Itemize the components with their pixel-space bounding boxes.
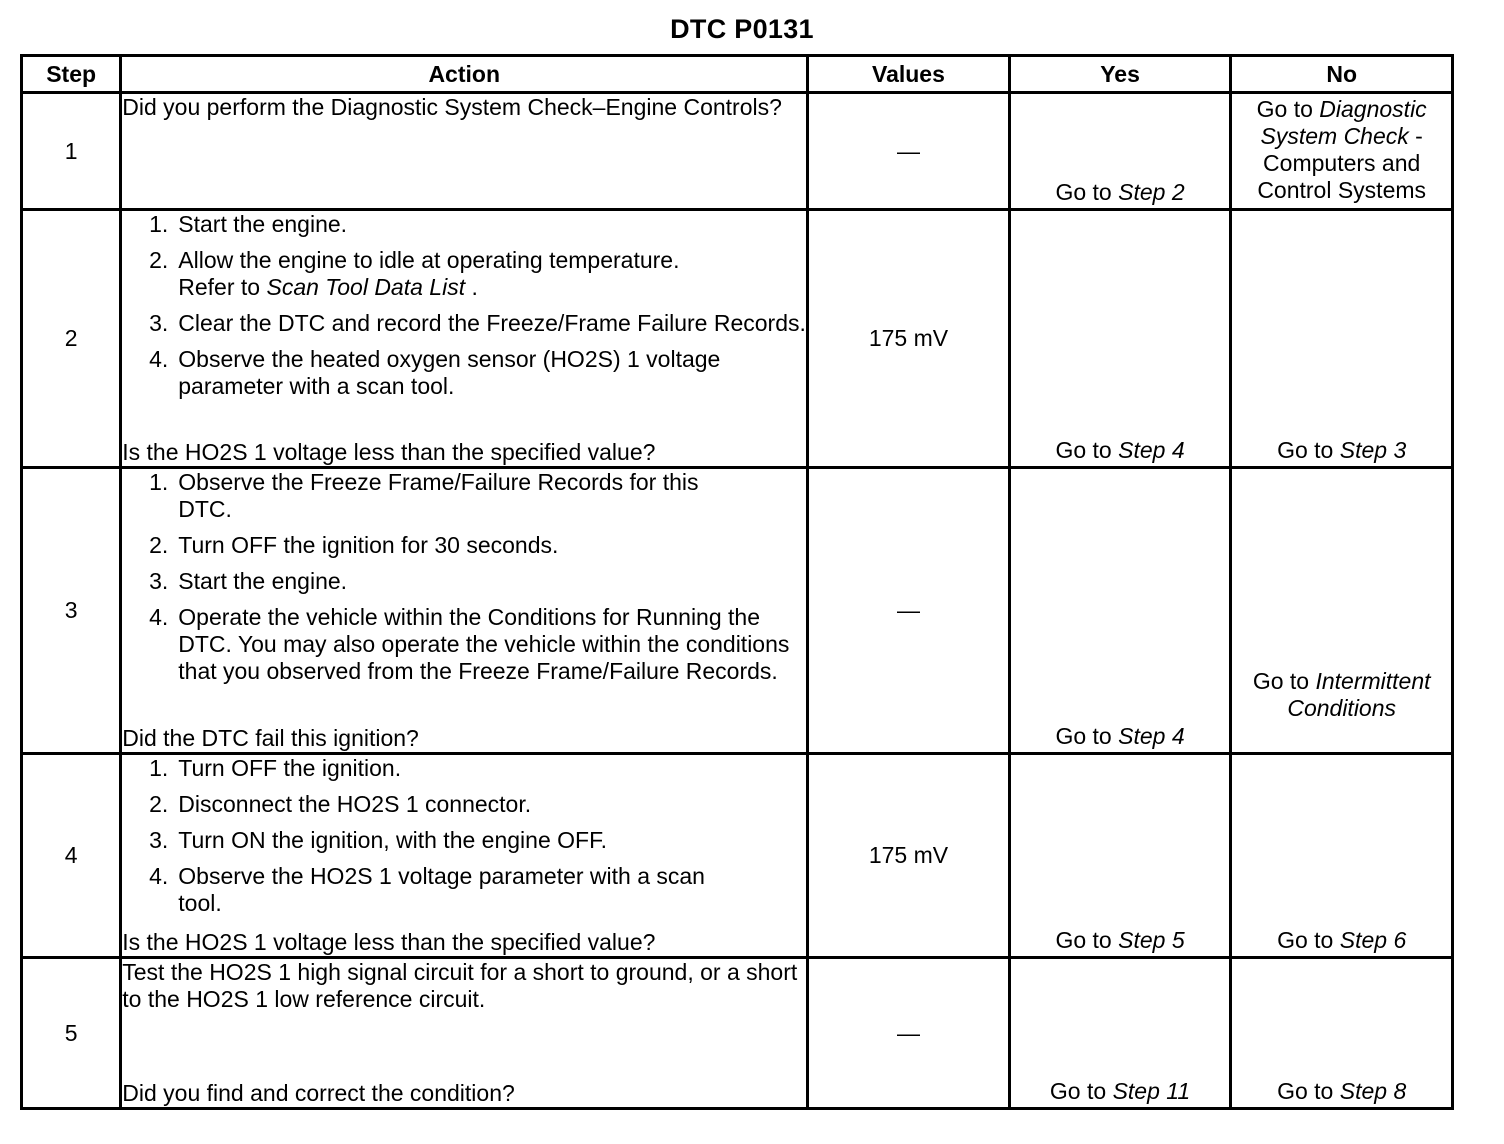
table-row (22, 958, 1453, 1109)
yes-link[interactable]: Step 4 (1118, 437, 1185, 463)
no-link[interactable]: Step 6 (1339, 927, 1407, 953)
substep-ref-suffix: . (465, 274, 478, 300)
substep-number: 1. (149, 469, 169, 495)
no-link[interactable]: Step 3 (1339, 437, 1407, 463)
action-cell (121, 210, 808, 468)
action-cell (121, 958, 808, 1109)
substep-text: Observe the heated oxygen sensor (HO2S) 1 voltage parameter with a scan tool. (178, 346, 721, 399)
no-link[interactable]: Diagnostic System Check (1260, 96, 1427, 149)
substep-number: 3. (149, 827, 169, 853)
substep-number: 1. (149, 755, 169, 781)
substep-number: 4. (149, 863, 169, 889)
no-cell (1231, 93, 1453, 210)
header-row (22, 56, 1453, 93)
substep-text (178, 247, 806, 301)
header-values: Values (808, 56, 1010, 93)
substep-number: 1. (149, 211, 169, 237)
value-cell: 175 mV (808, 210, 1010, 468)
substep-text: Start the engine. (178, 211, 348, 237)
no-prefix: Go to (1252, 668, 1316, 694)
action-cell (121, 754, 808, 958)
list-item (122, 604, 806, 685)
substep-number: 4. (149, 604, 169, 630)
yes-cell (1009, 754, 1231, 958)
action-cell (121, 468, 808, 754)
substep-text: Turn ON the ignition, with the engine OFF. (178, 827, 607, 853)
yes-prefix: Go to (1049, 1078, 1113, 1104)
yes-cell (1009, 468, 1231, 754)
step-number: 4 (22, 754, 121, 958)
substep-line: Allow the engine to idle at operating temperature. (178, 247, 680, 273)
no-cell (1231, 958, 1453, 1109)
table-row (22, 93, 1453, 210)
substep-number: 2. (149, 791, 169, 817)
substep-text: Clear the DTC and record the Freeze/Frame Failure Records. (178, 310, 806, 336)
no-prefix: Go to (1277, 437, 1340, 463)
substep-text: Observe the Freeze Frame/Failure Records for this DTC. (178, 469, 699, 522)
no-prefix: Go to (1277, 927, 1340, 953)
substep-text: Start the engine. (178, 568, 348, 594)
action-question: Did the DTC fail this ignition? (122, 725, 419, 751)
substep-text: Turn OFF the ignition for 30 seconds. (178, 532, 559, 558)
yes-cell (1009, 93, 1231, 210)
step-number: 3 (22, 468, 121, 754)
yes-prefix: Go to (1055, 437, 1119, 463)
diagnostic-table (20, 54, 1454, 1110)
no-link[interactable]: Step 8 (1339, 1078, 1407, 1104)
yes-prefix: Go to (1055, 179, 1119, 205)
yes-link[interactable]: Step 5 (1118, 927, 1185, 953)
step-number: 1 (22, 93, 121, 210)
list-item (122, 211, 806, 238)
list-item (122, 310, 806, 337)
list-item (122, 863, 806, 917)
value-cell: 175 mV (808, 754, 1010, 958)
substep-text: Turn OFF the ignition. (178, 755, 402, 781)
value-cell: — (808, 93, 1010, 210)
no-prefix: Go to (1256, 96, 1320, 122)
list-item (122, 247, 806, 301)
table-row (22, 754, 1453, 958)
list-item (122, 346, 806, 400)
substep-text: Observe the HO2S 1 voltage parameter with a scan tool. (178, 863, 705, 916)
list-item (122, 532, 806, 559)
step-number: 2 (22, 210, 121, 468)
yes-link[interactable]: Step 4 (1118, 723, 1185, 749)
value-cell: — (808, 958, 1010, 1109)
action-instruction: Test the HO2S 1 high signal circuit for a short to ground, or a short to the HO2S 1 low reference circuit. (122, 959, 798, 1012)
yes-cell (1009, 958, 1231, 1109)
no-suffix: - Computers and Control Systems (1257, 123, 1427, 203)
header-no: No (1231, 56, 1453, 93)
list-item (122, 791, 806, 818)
table-row (22, 210, 1453, 468)
value-cell: — (808, 468, 1010, 754)
substep-number: 4. (149, 346, 169, 372)
substep-number: 2. (149, 532, 169, 558)
scan-tool-data-list-link[interactable]: Scan Tool Data List (266, 274, 466, 300)
yes-link[interactable]: Step 2 (1118, 179, 1185, 205)
no-cell (1231, 468, 1453, 754)
yes-cell (1009, 210, 1231, 468)
yes-prefix: Go to (1055, 723, 1119, 749)
substep-number: 3. (149, 568, 169, 594)
action-cell (121, 93, 808, 210)
page-title: DTC P0131 (670, 14, 814, 44)
substep-text: Operate the vehicle within the Conditions for Running the DTC. You may also operate the vehicle within the conditions that you observed from the Freeze Frame/Failure Records. (178, 604, 790, 684)
step-number: 5 (22, 958, 121, 1109)
substep-number: 3. (149, 310, 169, 336)
list-item (122, 827, 806, 854)
action-question: Did you find and correct the condition? (122, 1080, 515, 1106)
substep-text: Disconnect the HO2S 1 connector. (178, 791, 532, 817)
substep-list (122, 469, 806, 694)
yes-link[interactable]: Step 11 (1112, 1078, 1191, 1104)
no-prefix: Go to (1277, 1078, 1340, 1104)
list-item (122, 469, 806, 523)
no-cell (1231, 754, 1453, 958)
substep-list (122, 755, 806, 926)
substep-number: 2. (149, 247, 169, 273)
header-action: Action (121, 56, 808, 93)
table-row (22, 468, 1453, 754)
action-question: Is the HO2S 1 voltage less than the specified value? (122, 439, 656, 465)
substep-ref-prefix: Refer to (178, 274, 267, 300)
yes-prefix: Go to (1055, 927, 1119, 953)
substep-list (122, 211, 806, 409)
no-link[interactable]: Intermittent Conditions (1287, 668, 1431, 721)
action-question: Did you perform the Diagnostic System Check–Engine Controls? (122, 94, 782, 120)
header-step: Step (22, 56, 121, 93)
no-cell (1231, 210, 1453, 468)
list-item (122, 755, 806, 782)
list-item (122, 568, 806, 595)
header-yes: Yes (1009, 56, 1231, 93)
action-question: Is the HO2S 1 voltage less than the specified value? (122, 929, 656, 955)
